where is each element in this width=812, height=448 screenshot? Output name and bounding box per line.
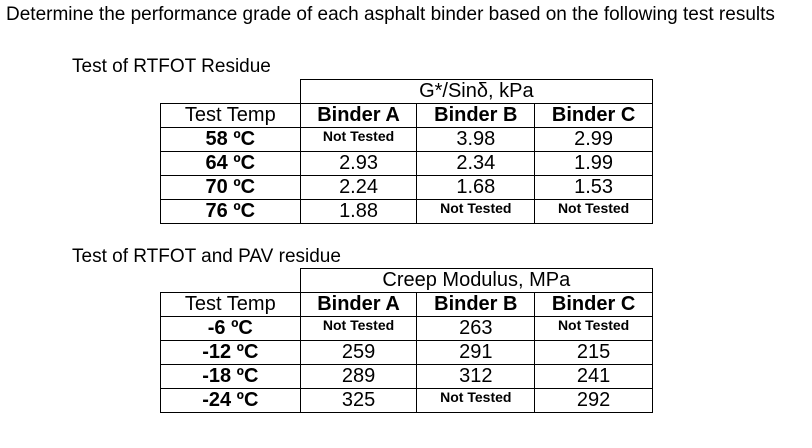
binder-c-cell: 292 [535, 389, 653, 413]
table-row [161, 341, 653, 365]
col-header-test-temp: Test Temp [161, 293, 301, 317]
temp-cell: -6 ºC [161, 317, 301, 341]
binder-b-cell: 291 [417, 341, 535, 365]
header-row [161, 104, 653, 128]
temp-cell: -12 ºC [161, 341, 301, 365]
temp-cell: 76 ºC [161, 200, 301, 224]
binder-a-cell: Not Tested [300, 128, 417, 152]
binder-a-cell: 2.93 [300, 152, 417, 176]
table-row [161, 389, 653, 413]
col-header-test-temp: Test Temp [161, 104, 301, 128]
table-pav-residue [160, 268, 653, 413]
section-title-rtfot: Test of RTFOT Residue [72, 56, 271, 77]
binder-a-cell: Not Tested [300, 317, 417, 341]
table-row [161, 176, 653, 200]
binder-b-cell: Not Tested [417, 200, 535, 224]
table-row [161, 317, 653, 341]
table-row [161, 152, 653, 176]
binder-c-cell: Not Tested [535, 317, 653, 341]
binder-c-cell: 1.99 [535, 152, 653, 176]
binder-b-cell: 263 [417, 317, 535, 341]
col-header-binder-b: Binder B [417, 293, 535, 317]
binder-b-cell: Not Tested [417, 389, 535, 413]
binder-b-cell: 1.68 [417, 176, 535, 200]
table-row [161, 365, 653, 389]
col-header-binder-c: Binder C [535, 293, 653, 317]
table-row [161, 200, 653, 224]
temp-cell: 70 ºC [161, 176, 301, 200]
problem-statement: Determine the performance grade of each asphalt binder based on the following test results [6, 4, 775, 25]
temp-cell: 58 ºC [161, 128, 301, 152]
col-header-binder-c: Binder C [535, 104, 653, 128]
temp-cell: -24 ºC [161, 389, 301, 413]
col-header-binder-a: Binder A [300, 104, 417, 128]
binder-c-cell: 2.99 [535, 128, 653, 152]
table-row [161, 128, 653, 152]
group-header: Creep Modulus, MPa [300, 269, 652, 293]
temp-cell: -18 ºC [161, 365, 301, 389]
binder-a-cell: 1.88 [300, 200, 417, 224]
binder-a-cell: 325 [300, 389, 417, 413]
group-header: G*/Sinδ, kPa [300, 80, 652, 104]
binder-c-cell: 1.53 [535, 176, 653, 200]
col-header-binder-b: Binder B [417, 104, 535, 128]
binder-a-cell: 289 [300, 365, 417, 389]
col-header-binder-a: Binder A [300, 293, 417, 317]
binder-b-cell: 312 [417, 365, 535, 389]
binder-c-cell: 241 [535, 365, 653, 389]
table-rtfot-residue [160, 79, 653, 224]
section-title-pav: Test of RTFOT and PAV residue [72, 246, 341, 267]
binder-c-cell: 215 [535, 341, 653, 365]
binder-c-cell: Not Tested [535, 200, 653, 224]
binder-a-cell: 259 [300, 341, 417, 365]
binder-a-cell: 2.24 [300, 176, 417, 200]
binder-b-cell: 3.98 [417, 128, 535, 152]
temp-cell: 64 ºC [161, 152, 301, 176]
header-row [161, 293, 653, 317]
binder-b-cell: 2.34 [417, 152, 535, 176]
